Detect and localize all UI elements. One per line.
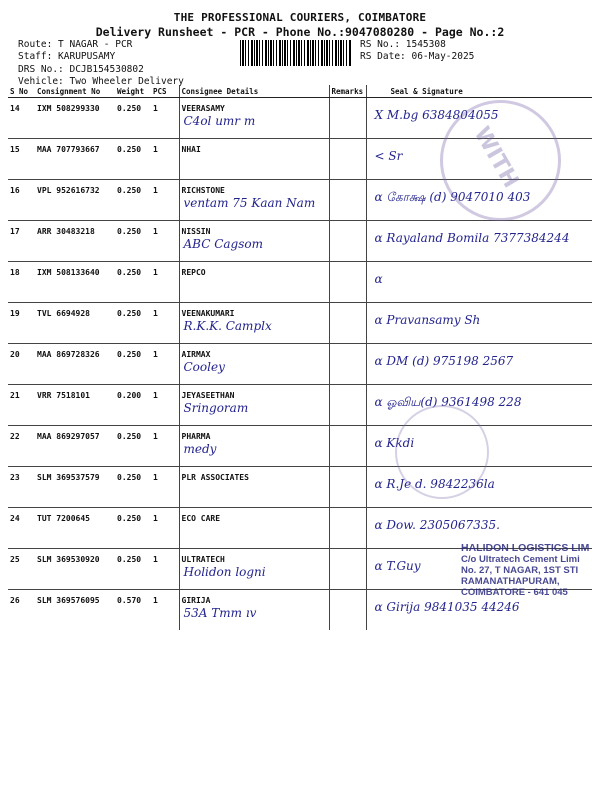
row-remarks [329,426,366,467]
drs-text: DRS No.: DCJB154530802 [18,64,144,75]
row-weight: 0.250 [115,467,151,508]
col-remarks: Remarks [329,85,366,98]
row-weight: 0.250 [115,508,151,549]
row-remarks [329,139,366,180]
row-sno: 15 [8,139,35,180]
row-consignment-no: SLM 369576095 [35,590,115,631]
handwritten-note: C4ol umr m [183,114,256,128]
staff-text: Staff: KARUPUSAMY [18,50,116,62]
row-signature [366,221,592,262]
row-consignment-no: IXM 508299330 [35,98,115,139]
row-consignee: PLR ASSOCIATES [179,467,329,508]
row-pcs: 1 [151,98,179,139]
table-row [8,221,592,262]
handwritten-signature: α Girija 9841035 44246 [374,600,520,614]
row-consignment-no: SLM 369537579 [35,467,115,508]
row-consignee: VEENAKUMARI R.K.K. Camplx [179,303,329,344]
row-consignee: ULTRATECH Holidon logni [179,549,329,590]
company-title: THE PROFESSIONAL COURIERS, COIMBATORE [173,11,427,24]
row-signature [366,344,592,385]
row-consignment-no: MAA 869297057 [35,426,115,467]
row-remarks [329,590,366,631]
handwritten-note: 53A Tmm ıv [183,606,257,620]
row-remarks [329,180,366,221]
row-weight: 0.200 [115,385,151,426]
row-sno: 14 [8,98,35,139]
row-consignment-no: IXM 508133640 [35,262,115,303]
row-consignee: AIRMAX Cooley [179,344,329,385]
row-weight: 0.250 [115,426,151,467]
row-remarks [329,221,366,262]
table-row [8,344,592,385]
handwritten-signature: α R.Je d. 9842236la [374,477,495,491]
row-signature [366,262,592,303]
row-weight: 0.250 [115,139,151,180]
handwritten-signature: α Kkdi [374,436,415,450]
runsheet-title: Delivery Runsheet - PCR - Phone No.:9047080280 - Page No.:2 [95,25,505,39]
handwritten-note: ABC Cagsom [183,237,263,251]
handwritten-signature: α கோக்ஷ (d) 9047010 403 [374,190,531,204]
row-pcs: 1 [151,303,179,344]
row-pcs: 1 [151,426,179,467]
row-consignment-no: VRR 7518101 [35,385,115,426]
handwritten-signature: α ஓவிய(d) 9361498 228 [374,395,522,409]
row-consignment-no: ARR 30483218 [35,221,115,262]
handwritten-signature: ɑ Pravansamy Sh [374,313,481,327]
barcode [240,40,352,66]
row-sno: 20 [8,344,35,385]
row-remarks [329,549,366,590]
row-pcs: 1 [151,385,179,426]
row-consignee: NHAI [179,139,329,180]
rs-no-text: RS No.: 1545308 [360,39,446,50]
handwritten-signature: α Rayaland Bomila 7377384244 [374,231,570,245]
row-remarks [329,303,366,344]
row-weight: 0.250 [115,344,151,385]
row-pcs: 1 [151,590,179,631]
row-pcs: 1 [151,467,179,508]
stamp-line: COIMBATORE - 641 045 [461,587,568,598]
table-row [8,467,592,508]
row-consignment-no: MAA 707793667 [35,139,115,180]
row-consignee: NISSIN ABC Cagsom [179,221,329,262]
row-pcs: 1 [151,262,179,303]
row-sno: 22 [8,426,35,467]
handwritten-signature: X M.bg 6384804055 [374,108,499,122]
row-remarks [329,98,366,139]
table-row [8,303,592,344]
col-weight: Weight [115,85,151,98]
handwritten-signature: α DM (d) 975198 2567 [374,354,514,368]
row-consignee: ECO CARE [179,508,329,549]
table-row [8,385,592,426]
row-sno: 25 [8,549,35,590]
row-consignment-no: MAA 869728326 [35,344,115,385]
handwritten-signature: α Dow. 2305067335. [374,518,500,532]
row-pcs: 1 [151,549,179,590]
stamp-line: RAMANATHAPURAM, [461,576,560,587]
handwritten-note: medy [183,442,217,456]
row-consignee: GIRIJA 53A Tmm ıv [179,590,329,631]
stamp-line: No. 27, T NAGAR, 1ST STI [461,565,579,576]
handwritten-note: ventam 75 Kaan Nam [183,196,316,210]
row-consignment-no: SLM 369530920 [35,549,115,590]
stamp-line: C/o Ultratech Cement Limi [461,554,580,565]
table-row [8,262,592,303]
col-consignee: Consignee Details [179,85,329,98]
row-consignee: VEERASAMY C4ol umr m [179,98,329,139]
handwritten-signature: < Sr [374,149,403,163]
col-consignment: Consignment No [35,85,115,98]
col-signature: Seal & Signature [366,85,592,98]
row-weight: 0.250 [115,180,151,221]
row-remarks [329,467,366,508]
row-remarks [329,508,366,549]
handwritten-signature: ɑ [374,272,383,286]
row-signature [366,303,592,344]
stamp-line: HALIDON LOGISTICS LIM [461,542,590,554]
row-sno: 21 [8,385,35,426]
row-consignment-no: TVL 6694928 [35,303,115,344]
row-sno: 18 [8,262,35,303]
row-sno: 16 [8,180,35,221]
handwritten-note: R.K.K. Camplx [183,319,272,333]
row-consignee: PHARMA medy [179,426,329,467]
row-sno: 23 [8,467,35,508]
handwritten-note: Sringoram [183,401,249,415]
row-consignment-no: TUT 7200645 [35,508,115,549]
company-stamp [461,543,589,598]
handwritten-note: Cooley [183,360,225,374]
row-remarks [329,262,366,303]
table-header [8,85,592,98]
row-consignment-no: VPL 952616732 [35,180,115,221]
row-pcs: 1 [151,508,179,549]
row-signature [366,385,592,426]
row-remarks [329,344,366,385]
seal-stamp: WITH [440,100,561,221]
row-remarks [329,385,366,426]
row-sno: 19 [8,303,35,344]
handwritten-note: Holidon logni [183,565,266,579]
row-weight: 0.250 [115,303,151,344]
row-sno: 24 [8,508,35,549]
col-sno: S No [8,85,35,98]
row-consignee: RICHSTONE ventam 75 Kaan Nam [179,180,329,221]
row-weight: 0.570 [115,590,151,631]
row-consignee: JEYASEETHAN Sringoram [179,385,329,426]
seal-stamp-2 [395,405,489,499]
row-weight: 0.250 [115,262,151,303]
meta-left [18,39,184,87]
row-sno: 26 [8,590,35,631]
row-consignee: REPCO [179,262,329,303]
table-row [8,426,592,467]
route-text: Route: T NAGAR - PCR [18,39,133,50]
row-sno: 17 [8,221,35,262]
row-weight: 0.250 [115,221,151,262]
row-pcs: 1 [151,180,179,221]
handwritten-signature: α T.Guy [374,559,421,573]
row-pcs: 1 [151,221,179,262]
meta-right [360,39,474,62]
rs-date-text: RS Date: 06-May-2025 [360,50,475,62]
row-weight: 0.250 [115,98,151,139]
row-pcs: 1 [151,344,179,385]
row-weight: 0.250 [115,549,151,590]
row-pcs: 1 [151,139,179,180]
vehicle-text: Vehicle: Two Wheeler Delivery [18,75,184,87]
col-pcs: PCS [151,85,179,98]
